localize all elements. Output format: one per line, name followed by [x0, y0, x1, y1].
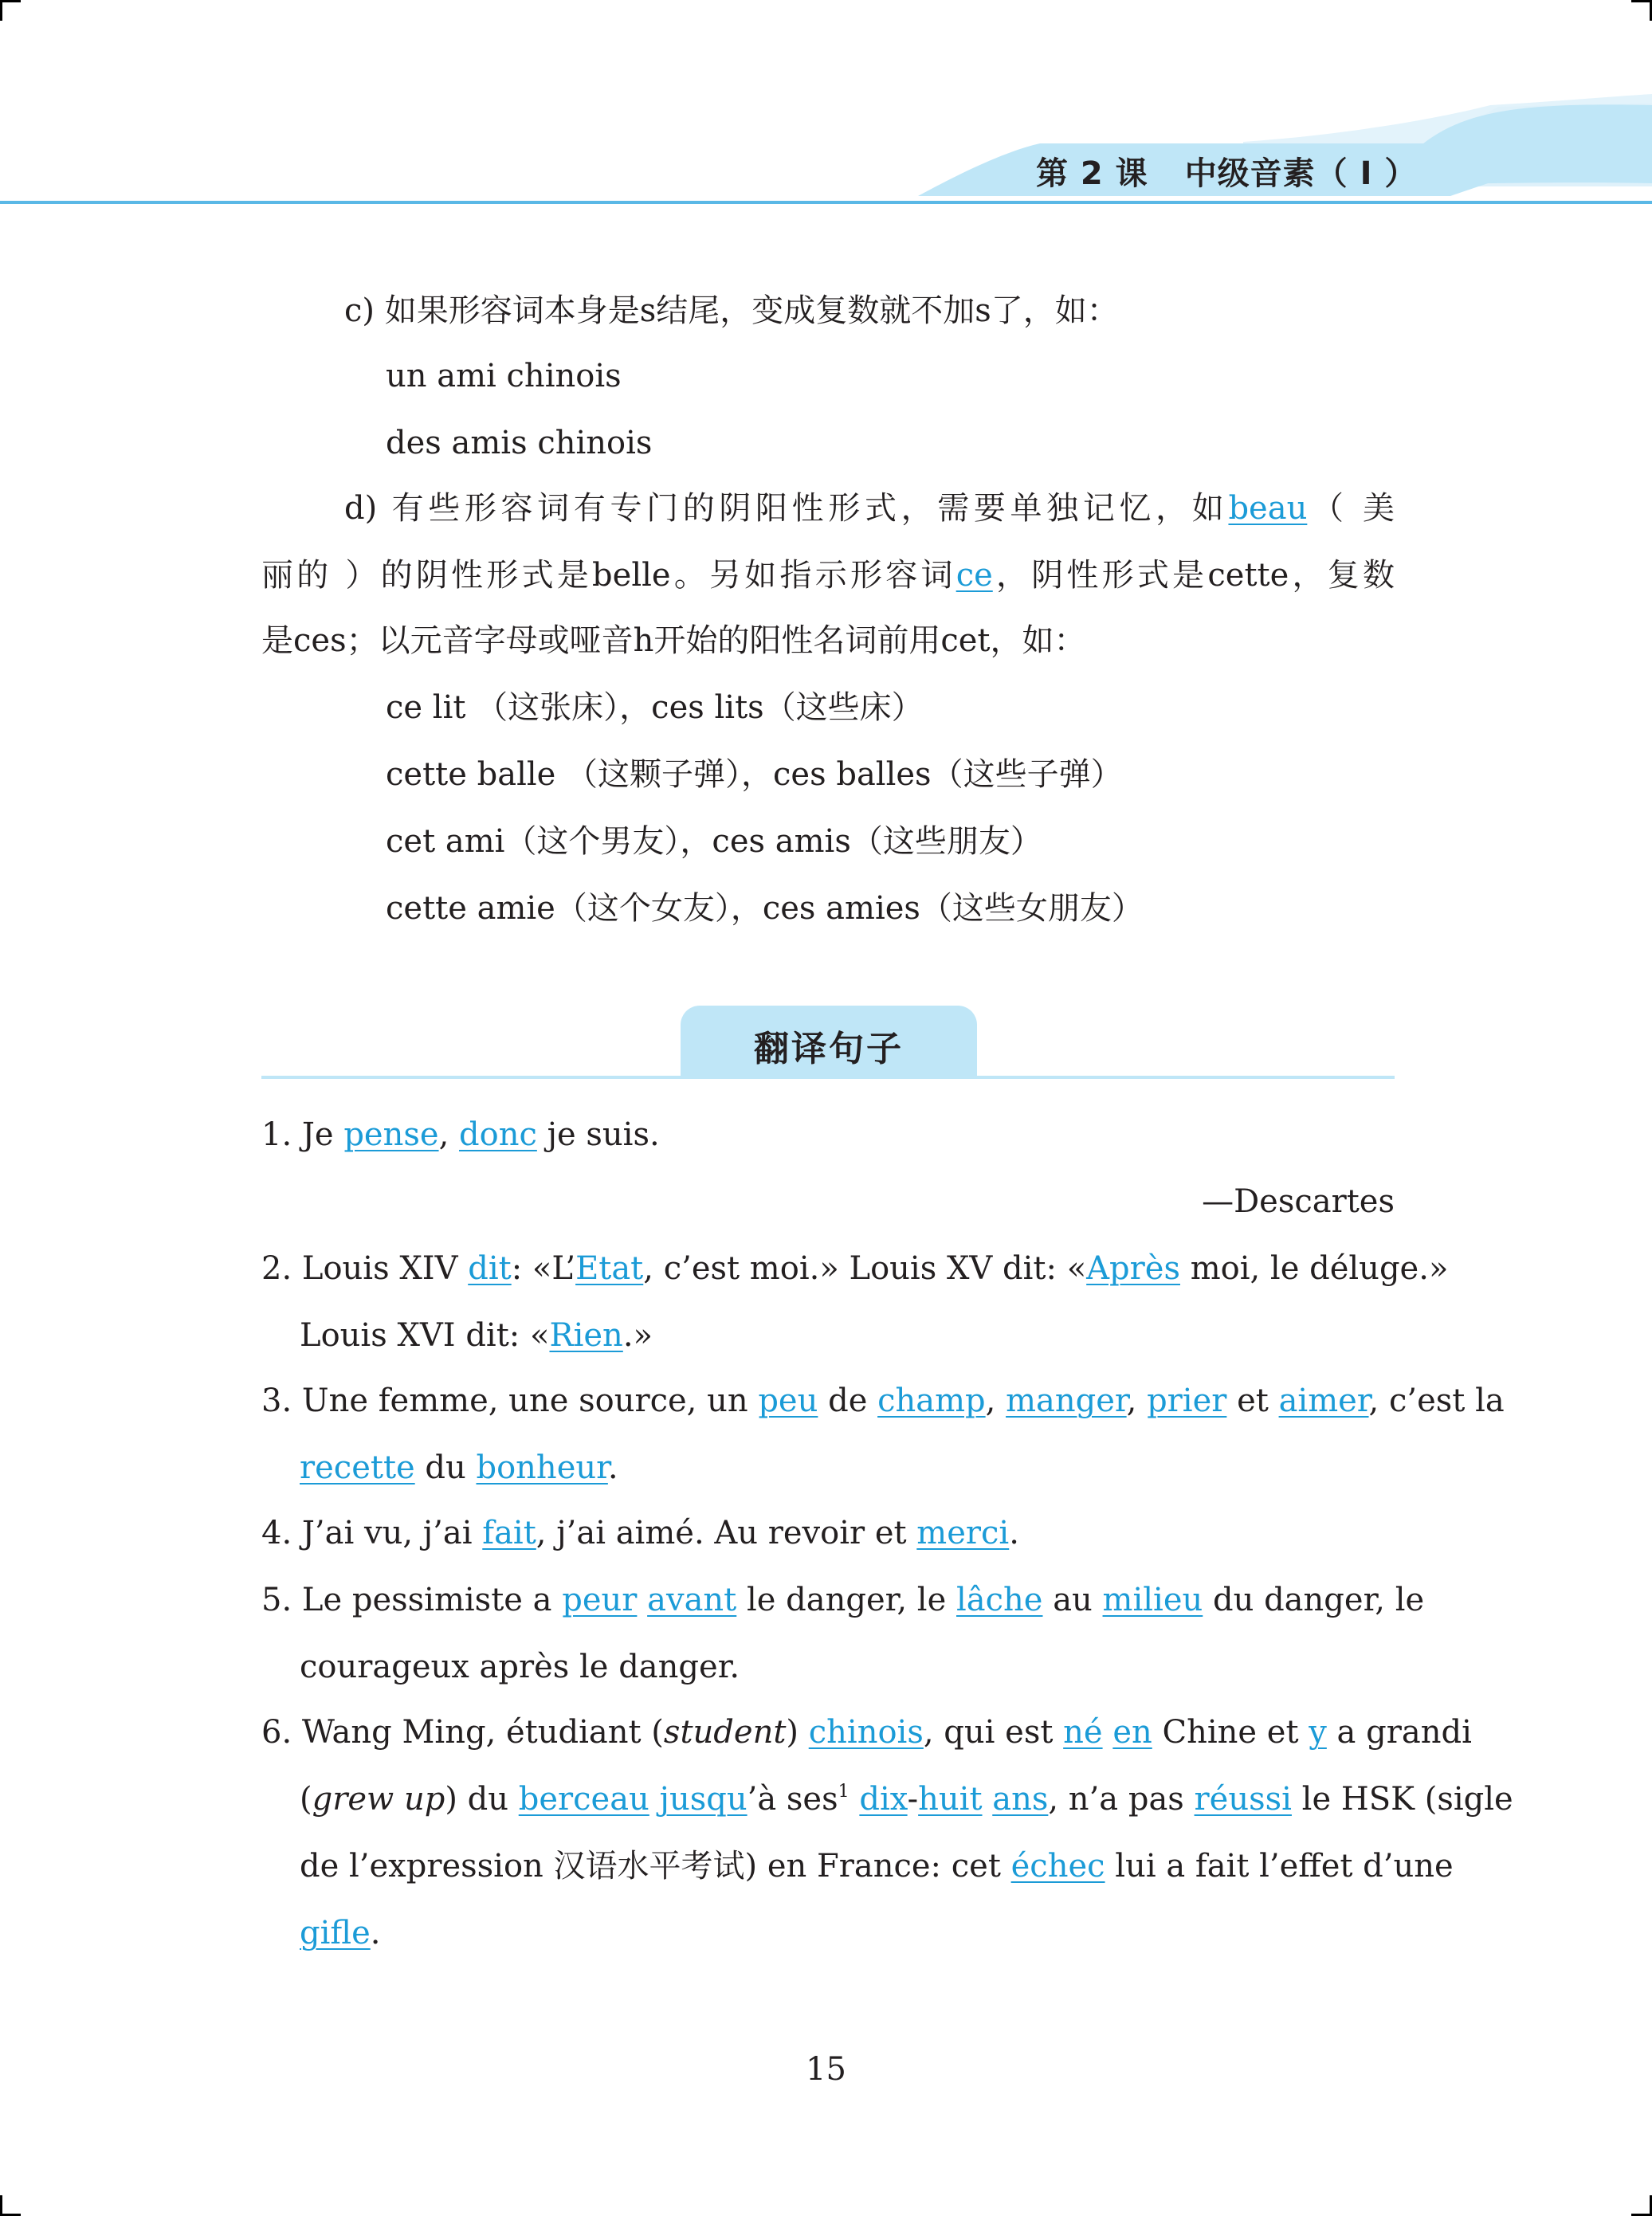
- vocab-link[interactable]: berceau: [518, 1781, 649, 1818]
- sentence-text: ) du: [445, 1781, 519, 1818]
- vocab-link[interactable]: huit: [918, 1781, 983, 1818]
- vocab-link[interactable]: recette: [300, 1449, 415, 1486]
- sentence-text: au: [1042, 1582, 1103, 1618]
- vocab-link[interactable]: en: [1112, 1714, 1152, 1751]
- grammar-c-example-1: un ami chinois: [386, 358, 622, 394]
- sentence-text: ’à ses: [747, 1781, 838, 1818]
- vocab-link[interactable]: fait: [482, 1515, 536, 1551]
- sentence-text: ,: [1126, 1383, 1148, 1419]
- sentence-text: .: [370, 1915, 381, 1951]
- sentence-3-line-1: [261, 1382, 1505, 1420]
- sentence-text: le HSK (sigle: [1291, 1781, 1513, 1818]
- sentence-text: -: [907, 1781, 919, 1818]
- grammar-d-example-1: ce lit （这张床），ces lits（这些床）: [386, 689, 924, 726]
- sentence-6-line-2: [300, 1780, 1513, 1818]
- sentence-text: , c’est la: [1368, 1383, 1505, 1419]
- lesson-title: [1036, 148, 1418, 194]
- grammar-d-example-3: cet ami（这个男友），ces amis（这些朋友）: [386, 823, 1042, 860]
- grammar-c-example-2: des amis chinois: [386, 425, 653, 461]
- crop-mark: [0, 2195, 2, 2216]
- sentence-text: Je: [292, 1116, 344, 1153]
- page-header: [0, 0, 1652, 215]
- grammar-text: 丽的 ）的阴性形式是belle。另如指示形容词: [261, 557, 956, 594]
- vocab-link[interactable]: chinois: [808, 1714, 924, 1751]
- vocab-link[interactable]: avant: [647, 1582, 737, 1618]
- sentence-text: du danger, le: [1203, 1582, 1425, 1618]
- sentence-number: 1.: [261, 1116, 292, 1153]
- sentence-1-attribution: —Descartes: [1202, 1183, 1395, 1220]
- vocab-link[interactable]: réussi: [1194, 1781, 1292, 1818]
- sentence-text: ,: [438, 1116, 459, 1153]
- sentence-text: le danger, le: [736, 1582, 956, 1618]
- sentence-number: 5.: [261, 1582, 292, 1618]
- grammar-text: d) 有些形容词有专门的阴阳性形式，需要单独记忆，如: [344, 490, 1229, 527]
- section-title: 翻译句子: [754, 1029, 904, 1069]
- sentence-4: [261, 1514, 1019, 1552]
- sentence-text: , j’ai aimé. Au revoir et: [536, 1515, 917, 1551]
- vocab-link[interactable]: pense: [343, 1116, 439, 1153]
- vocab-link[interactable]: Etat: [575, 1250, 644, 1287]
- vocab-link[interactable]: peu: [758, 1383, 818, 1419]
- vocab-link[interactable]: bonheur: [476, 1449, 608, 1486]
- sentence-text: moi, le déluge.»: [1179, 1250, 1449, 1287]
- vocab-link[interactable]: ans: [992, 1781, 1049, 1818]
- grammar-text: ，阴性形式是cette，复数: [992, 557, 1395, 594]
- gloss: grew up: [312, 1781, 445, 1818]
- vocab-link[interactable]: donc: [459, 1116, 537, 1153]
- sentence-text: je suis.: [536, 1116, 660, 1153]
- grammar-d-line-2: [261, 556, 1395, 594]
- sentence-text: du: [414, 1449, 477, 1486]
- vocab-link[interactable]: champ: [877, 1383, 986, 1419]
- grammar-d-line-1: [344, 489, 1395, 528]
- lesson-topic: 中级音素（ I ）: [1184, 155, 1418, 192]
- sentence-text: , c’est moi.» Louis XV dit: «: [643, 1250, 1087, 1287]
- sentence-text: de l’expression 汉语水平考试) en France: cet: [300, 1848, 1011, 1885]
- sentence-text: de: [818, 1383, 878, 1419]
- sentence-number: 2.: [261, 1250, 292, 1287]
- sentence-text: , n’a pas: [1048, 1781, 1195, 1818]
- vocab-link[interactable]: Après: [1086, 1250, 1180, 1287]
- sentence-1: [261, 1116, 660, 1154]
- sentence-text: Louis XVI dit: «: [300, 1317, 550, 1354]
- vocab-link[interactable]: merci: [916, 1515, 1010, 1551]
- sentence-6-line-3: [300, 1847, 1454, 1885]
- grammar-d-example-4: cette amie（这个女友），ces amies（这些女朋友）: [386, 890, 1144, 927]
- grammar-d-example-2: cette balle （这颗子弹），ces balles（这些子弹）: [386, 756, 1123, 793]
- vocab-link[interactable]: Rien: [549, 1317, 623, 1354]
- sentence-number: 3.: [261, 1383, 292, 1419]
- sentence-text: lui a fait l’effet d’une: [1105, 1848, 1454, 1885]
- vocab-link[interactable]: dix: [859, 1781, 908, 1818]
- sentence-number: 4.: [261, 1515, 292, 1551]
- sentence-text: [649, 1781, 660, 1818]
- sentence-text: [637, 1582, 647, 1618]
- sentence-3-line-2: [300, 1449, 618, 1487]
- sentence-6-line-4: [300, 1914, 380, 1952]
- gloss: student: [663, 1714, 787, 1751]
- sentence-text: [983, 1781, 993, 1818]
- grammar-text: （ 美: [1307, 490, 1395, 527]
- sentence-5-line-1: [261, 1581, 1425, 1619]
- grammar-d-line-3: 是ces；以元音字母或哑音h开始的阳性名词前用cet，如：: [261, 622, 1086, 659]
- sentence-text: Le pessimiste a: [292, 1582, 563, 1618]
- sentence-text: a grandi: [1326, 1714, 1472, 1751]
- vocab-link[interactable]: prier: [1147, 1383, 1227, 1419]
- sentence-text: (: [300, 1781, 312, 1818]
- sentence-text: et: [1226, 1383, 1279, 1419]
- sentence-text: Chine et: [1152, 1714, 1309, 1751]
- sentence-2-line-1: [261, 1249, 1449, 1288]
- sentence-text: .: [607, 1449, 618, 1486]
- page-number: 15: [806, 2051, 846, 2088]
- sentence-text: J’ai vu, j’ai: [292, 1515, 483, 1551]
- vocab-link[interactable]: aimer: [1278, 1383, 1369, 1419]
- sentence-number: 6.: [261, 1714, 292, 1751]
- vocab-link[interactable]: milieu: [1102, 1582, 1203, 1618]
- sentence-text: Louis XIV: [292, 1250, 469, 1287]
- vocab-link[interactable]: gifle: [300, 1915, 371, 1951]
- sentence-2-line-2: [300, 1316, 653, 1355]
- vocab-link[interactable]: beau: [1228, 490, 1308, 527]
- vocab-link[interactable]: dit: [468, 1250, 512, 1287]
- sentence-text: [1103, 1714, 1113, 1751]
- sentence-text: [850, 1781, 860, 1818]
- sentence-text: .: [1009, 1515, 1019, 1551]
- vocab-link[interactable]: lâche: [956, 1582, 1043, 1618]
- sentence-text: .»: [622, 1317, 653, 1354]
- sentence-text: Wang Ming, étudiant (: [292, 1714, 664, 1751]
- footnote-marker[interactable]: 1: [838, 1782, 850, 1802]
- sentence-text: : «L’: [511, 1250, 576, 1287]
- vocab-link[interactable]: né: [1063, 1714, 1103, 1751]
- sentence-6-line-1: [261, 1713, 1472, 1751]
- sentence-text: , qui est: [923, 1714, 1064, 1751]
- section-rule: [261, 1076, 1395, 1079]
- lesson-number: 第 2 课: [1036, 155, 1148, 192]
- vocab-link[interactable]: jusqu: [659, 1781, 748, 1818]
- vocab-link[interactable]: ce: [955, 557, 993, 594]
- vocab-link[interactable]: manger: [1006, 1383, 1127, 1419]
- vocab-link[interactable]: y: [1309, 1714, 1327, 1751]
- sentence-text: Une femme, une source, un: [292, 1383, 759, 1419]
- sentence-5-line-2: courageux après le danger.: [300, 1649, 740, 1685]
- sentence-text: ): [786, 1714, 809, 1751]
- grammar-c-intro: c) 如果形容词本身是s结尾，变成复数就不加s了，如：: [344, 292, 1119, 329]
- sentence-text: ,: [985, 1383, 1007, 1419]
- vocab-link[interactable]: échec: [1010, 1848, 1105, 1885]
- vocab-link[interactable]: peur: [562, 1582, 638, 1618]
